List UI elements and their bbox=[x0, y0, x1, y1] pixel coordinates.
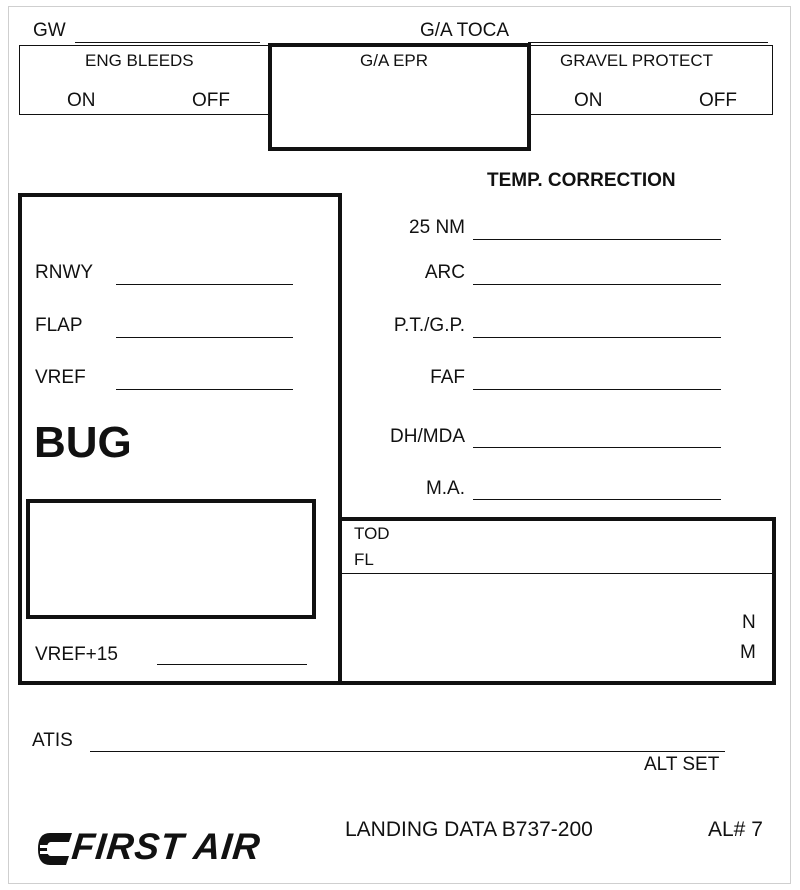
alt-set-label: ALT SET bbox=[644, 754, 720, 775]
temp-row-arc: ARC bbox=[424, 262, 465, 283]
vref15-line[interactable] bbox=[157, 664, 307, 665]
gravel-protect-on[interactable]: ON bbox=[574, 90, 603, 111]
ga-epr-title: G/A EPR bbox=[360, 51, 429, 70]
temp-row-ma: M.A. bbox=[425, 478, 465, 499]
gravel-protect-off[interactable]: OFF bbox=[699, 90, 737, 111]
ga-toca-label: G/A TOCA bbox=[420, 20, 510, 41]
tod-m-label: M bbox=[740, 642, 756, 663]
temp-line-pt-gp[interactable] bbox=[473, 337, 721, 338]
form-number: AL# 7 bbox=[708, 818, 763, 841]
temp-row-dh-mda: DH/MDA bbox=[390, 426, 465, 447]
temp-row-pt-gp: P.T./G.P. bbox=[393, 315, 465, 336]
tod-n-label: N bbox=[742, 612, 756, 633]
flap-line[interactable] bbox=[116, 337, 293, 338]
atis-line[interactable] bbox=[90, 751, 725, 752]
temp-line-dh-mda[interactable] bbox=[473, 447, 721, 448]
tod-box[interactable] bbox=[338, 517, 776, 685]
first-air-logo bbox=[36, 826, 316, 872]
form-title: LANDING DATA B737-200 bbox=[345, 818, 593, 841]
bug-box[interactable] bbox=[26, 499, 316, 619]
ga-toca-line[interactable] bbox=[528, 42, 768, 43]
flap-label: FLAP bbox=[35, 315, 83, 336]
temp-line-25nm[interactable] bbox=[473, 239, 721, 240]
gravel-protect-title: GRAVEL PROTECT bbox=[560, 51, 714, 70]
rnwy-line[interactable] bbox=[116, 284, 293, 285]
gw-line[interactable] bbox=[75, 42, 260, 43]
tod-divider bbox=[342, 573, 772, 574]
first-air-wordmark: FIRST AIR bbox=[69, 826, 263, 867]
temp-row-25nm: 25 NM bbox=[409, 217, 465, 238]
temp-line-faf[interactable] bbox=[473, 389, 721, 390]
atis-label: ATIS bbox=[32, 730, 73, 751]
temp-correction-title: TEMP. CORRECTION bbox=[487, 170, 676, 191]
vref-label: VREF bbox=[35, 367, 86, 388]
eng-bleeds-on[interactable]: ON bbox=[67, 90, 96, 111]
eng-bleeds-title: ENG BLEEDS bbox=[85, 51, 194, 70]
fl-label: FL bbox=[354, 550, 374, 569]
bug-label: BUG bbox=[34, 418, 132, 467]
vref15-label: VREF+15 bbox=[35, 644, 118, 665]
temp-row-faf: FAF bbox=[430, 367, 465, 388]
tod-label: TOD bbox=[354, 524, 390, 543]
gw-label: GW bbox=[33, 20, 66, 41]
temp-line-arc[interactable] bbox=[473, 284, 721, 285]
temp-line-ma[interactable] bbox=[473, 499, 721, 500]
rnwy-label: RNWY bbox=[35, 262, 94, 283]
eng-bleeds-off[interactable]: OFF bbox=[192, 90, 230, 111]
vref-line[interactable] bbox=[116, 389, 293, 390]
